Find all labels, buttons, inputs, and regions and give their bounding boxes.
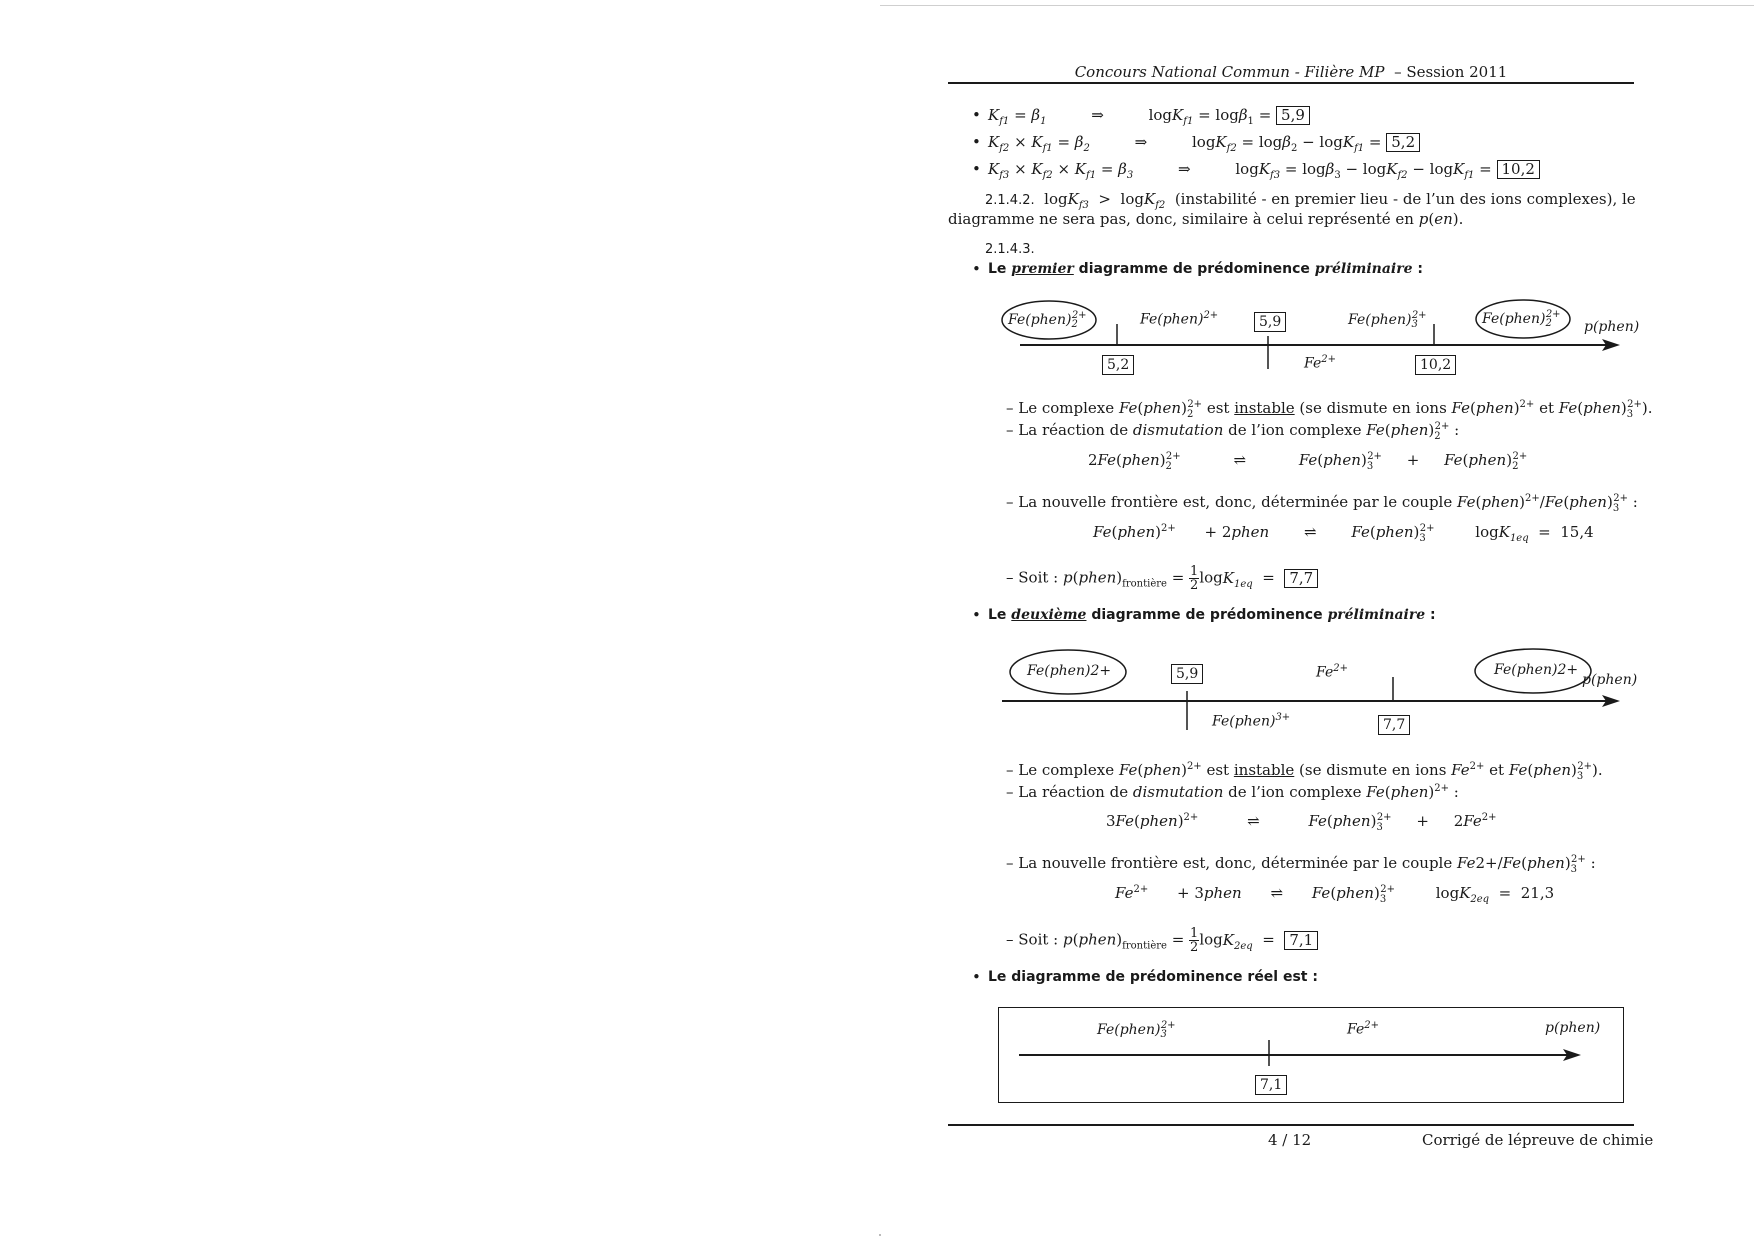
section-number: 2.1.4.2. bbox=[985, 193, 1035, 208]
species-fe2: $Fe^{2+}$ bbox=[1304, 354, 1336, 372]
frontier-equation-1: Fe(phen)$^{2+}$ + 2phen ⇌ $Fe(phen)_3^{2+}$ logK$_{1eq}$ = 15,4 bbox=[1093, 523, 1594, 544]
predominance-diagram-1 bbox=[948, 296, 1640, 376]
bullet-dot: • bbox=[972, 968, 981, 986]
frontier-equation-2: $Fe^{2+}$ + 3phen ⇌ $Fe(phen)_3^{2+}$ logK$_{2eq}$ = 21,3 bbox=[1115, 884, 1555, 905]
kf2-line: $K_{f2} \times K_{f1} = \beta_2$ ⇒ logK$_{f2}$ = logβ$_2$ − logK$_{f1}$ = 5,2 bbox=[988, 132, 1420, 159]
diagram-3-axis bbox=[999, 1008, 1623, 1102]
document-page bbox=[948, 0, 1654, 1240]
section-number: 2.1.4.3. bbox=[985, 242, 1035, 257]
predominance-diagram-real bbox=[998, 1007, 1624, 1103]
species-fe-phen3: $Fe(phen)_3^{2+}$ bbox=[1348, 310, 1427, 330]
kf1-line: $K_{f1} = \beta_1$ ⇒ logK$_{f1}$ = logβ$_1$ = 5,9 bbox=[988, 105, 1310, 132]
species-fe2: $Fe^{2+}$ bbox=[1347, 1020, 1379, 1038]
first-diagram-heading: Le premier diagramme de prédominence préliminaire : bbox=[988, 261, 1423, 277]
header-session: – Session 2011 bbox=[1394, 63, 1508, 81]
section-2143 bbox=[985, 238, 1035, 260]
kf2-value-box: 5,2 bbox=[1386, 133, 1420, 152]
species-fe-phen2-right: $Fe(phen)_2^{2+}$ bbox=[1482, 309, 1561, 329]
dismutation-line-2: – La réaction de dismutation de l’ion complexe $Fe(phen)_2^{2+}$ : bbox=[1006, 421, 1460, 442]
dismutation-equation-2: 3Fe(phen)$^{2+}$ ⇌ $Fe(phen)_3^{2+} + 2Fe^{2+}$ bbox=[1106, 812, 1497, 833]
frontier-value-7-7: 7,7 bbox=[1284, 569, 1318, 588]
frontier-line-1: – La nouvelle frontière est, donc, déterminée par le couple $Fe(phen)^{2+}/Fe(phen)_3^{2+}$ : bbox=[1006, 493, 1638, 514]
predominance-diagram-2 bbox=[948, 646, 1638, 736]
header-rule bbox=[948, 82, 1634, 84]
tick-value-10-2: 10,2 bbox=[1415, 355, 1456, 375]
kf1-value-box: 5,9 bbox=[1276, 106, 1310, 125]
axis-label: p(phen) bbox=[1545, 1020, 1601, 1036]
dismutation-line-4: – La réaction de dismutation de l’ion complexe Fe(phen)$^{2+}$ : bbox=[1006, 783, 1459, 801]
dismutation-equation-1: $2Fe(phen)_2^{2+}$ ⇌ $Fe(phen)_3^{2+}$ + $Fe(phen)_2^{2+}$ bbox=[1088, 451, 1528, 472]
header-title: Concours National Commun - Filière MP bbox=[1074, 63, 1385, 81]
frontier-value-7-1: 7,1 bbox=[1284, 931, 1318, 950]
species-fe-phen-3plus: Fe(phen)$^{3+}$ bbox=[1212, 712, 1291, 730]
bullet-dot: • bbox=[972, 160, 981, 178]
section-2142: 2.1.4.2. logK$_{f3}$ > logK$_{f2}$ (instabilité - en premier lieu - de l’un des ions complexes), le bbox=[985, 190, 1636, 211]
bullet-dot: • bbox=[972, 133, 981, 151]
section-2142-cont: diagramme ne sera pas, donc, similaire à celui représenté en p(en). bbox=[948, 210, 1464, 228]
bullet-dot: • bbox=[972, 606, 981, 624]
kf3-value-box: 10,2 bbox=[1497, 160, 1540, 179]
tick-value-5-9: 5,9 bbox=[1171, 664, 1203, 684]
dismutation-line-1: – Le complexe $Fe(phen)_2^{2+}$ est instable (se dismute en ions Fe(phen)$^{2+}$ et $Fe(phen)_3^{2+}$). bbox=[1006, 399, 1653, 420]
page-header bbox=[948, 63, 1634, 81]
log-k1eq-value: 15,4 bbox=[1560, 523, 1594, 541]
frontier-result-1: – Soit : $p(phen)_{frontière}$ = $\frac{1}{2}$ logK$_{1eq}$ = 7,7 bbox=[1006, 565, 1318, 595]
species-fe-phen3: $Fe(phen)_3^{2+}$ bbox=[1097, 1020, 1176, 1040]
tick-value-7-1: 7,1 bbox=[1255, 1075, 1287, 1095]
scan-dot bbox=[879, 1234, 881, 1236]
page-number: 4 / 12 bbox=[1268, 1131, 1312, 1149]
kf3-line: $K_{f3} \times K_{f2} \times K_{f1} = \beta_3$ ⇒ logK$_{f3}$ = logβ$_3$ − logK$_{f2}$ − logK$_{f1}$ = 10,2 bbox=[988, 159, 1540, 186]
section-text: (instabilité - en premier lieu - de l’un des ions complexes), le bbox=[1174, 190, 1636, 208]
species-fe-phen2: $Fe(phen)_2^{2+}$ bbox=[1008, 310, 1087, 330]
bullet-dot: • bbox=[972, 106, 981, 124]
bullet-dot: • bbox=[972, 260, 981, 278]
real-diagram-heading: Le diagramme de prédominence réel est : bbox=[988, 969, 1318, 985]
frontier-line-2: – La nouvelle frontière est, donc, déterminée par le couple $Fe2+/Fe(phen)_3^{2+}$ : bbox=[1006, 854, 1596, 875]
dismutation-line-3: – Le complexe Fe(phen)$^{2+}$ est instable (se dismute en ions $Fe^{2+}$ et $Fe(phen)_3^{2+}$). bbox=[1006, 761, 1603, 782]
axis-label: p(phen) bbox=[1584, 319, 1640, 335]
species-fe-phen-left: Fe(phen)2+ bbox=[1027, 663, 1112, 679]
tick-value-7-7: 7,7 bbox=[1378, 715, 1410, 735]
footer-title: Corrigé de lépreuve de chimie bbox=[1422, 1131, 1654, 1149]
frontier-result-2: – Soit : $p(phen)_{frontière}$ = $\frac{1}{2}$ logK$_{2eq}$ = 7,1 bbox=[1006, 927, 1318, 957]
tick-value-5-9: 5,9 bbox=[1254, 312, 1286, 332]
log-k2eq-value: 21,3 bbox=[1520, 884, 1555, 902]
species-fe-phen: Fe(phen)$^{2+}$ bbox=[1140, 310, 1219, 328]
footer-rule bbox=[948, 1124, 1634, 1126]
axis-label: p(phen) bbox=[1582, 672, 1638, 688]
species-fe-phen-right: Fe(phen)2+ bbox=[1494, 662, 1579, 678]
diagram-2-axis bbox=[948, 646, 1634, 736]
section-text-cont: diagramme ne sera pas, donc, similaire à celui représenté en bbox=[948, 210, 1414, 228]
species-fe2: $Fe^{2+}$ bbox=[1316, 663, 1348, 681]
diagram-1-axis bbox=[948, 296, 1634, 376]
tick-value-5-2: 5,2 bbox=[1102, 355, 1134, 375]
second-diagram-heading: Le deuxième diagramme de prédominence préliminaire : bbox=[988, 607, 1436, 623]
